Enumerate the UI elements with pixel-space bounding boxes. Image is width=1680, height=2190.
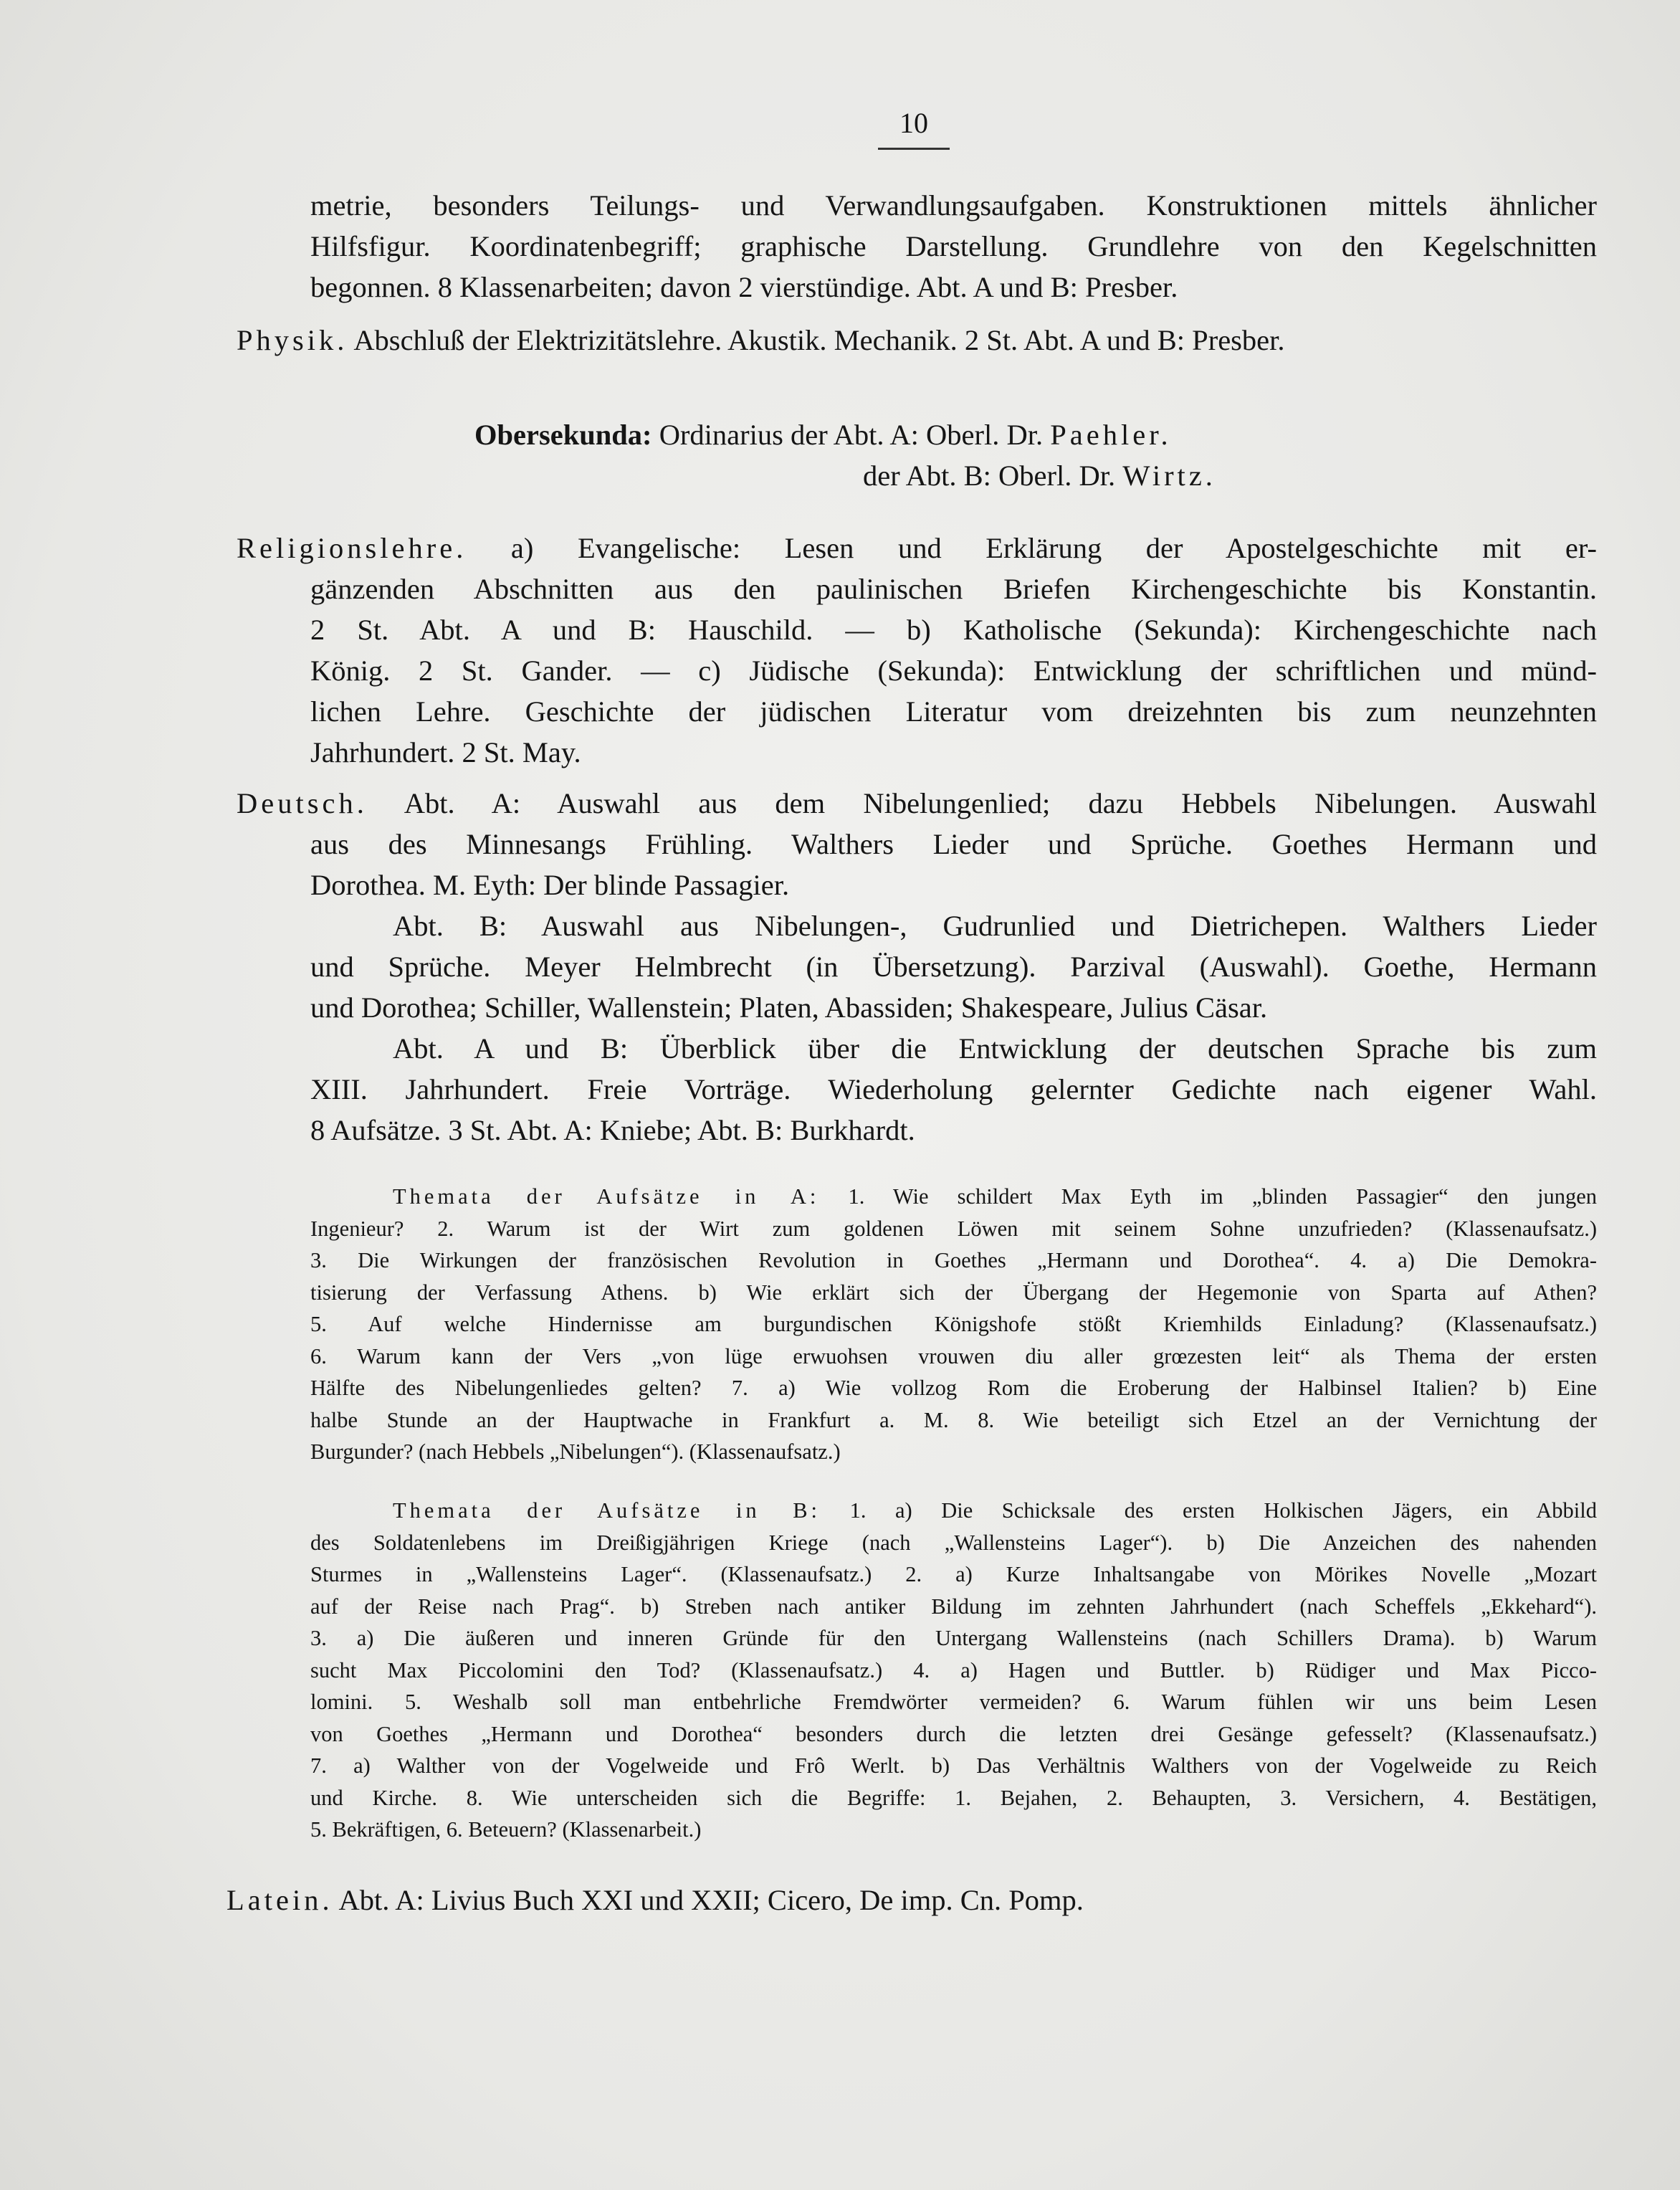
physik-text: Abschluß der Elektrizitätslehre. Akustik. Mechanik. 2 St. Abt. A und B: Presber. bbox=[353, 324, 1285, 356]
text-line: begonnen. 8 Klassenarbeiten; davon 2 vierstündige. Abt. A und B: Presber. bbox=[310, 271, 1178, 303]
text-line: halbe Stunde an der Hauptwache in Frankfurt a. M. 8. Wie beteiligt sich Etzel an der Vernichtung der bbox=[310, 1407, 1597, 1432]
text-line bbox=[237, 528, 1597, 568]
religion-line: a) Evangelische: Lesen und Erklärung der Apostelgeschichte mit er- bbox=[510, 532, 1598, 564]
text-line bbox=[237, 783, 1597, 824]
text-line: auf der Reise nach Prag“. b) Streben nach antiker Bildung im zehnten Jahrhundert (nach Scheffels „Ekkehard“). bbox=[310, 1594, 1597, 1619]
text-line: 2 St. Abt. A und B: Hauschild. — b) Katholische (Sekunda): Kirchengeschichte nach bbox=[310, 614, 1597, 646]
themata-label: Themata der Aufsätze in A: bbox=[393, 1184, 820, 1209]
text-line: 3. Die Wirkungen der französischen Revolution in Goethes „Hermann und Dorothea“. 4. a) Die Demokra- bbox=[310, 1248, 1597, 1272]
obersekunda-heading bbox=[474, 414, 1406, 496]
text-line bbox=[237, 320, 1591, 361]
text-line: 5. Auf welche Hindernisse am burgundischen Königshofe stößt Kriemhilds Einladung? (Klassenaufsatz.) bbox=[310, 1312, 1597, 1336]
text-line: Sturmes in „Wallensteins Lager“. (Klassenaufsatz.) 2. a) Kurze Inhaltsangabe von Mörikes Novelle „Mozart bbox=[310, 1562, 1597, 1586]
page-number-rule bbox=[878, 148, 950, 150]
text-line: und Kirche. 8. Wie unterscheiden sich die Begriffe: 1. Bejahen, 2. Behaupten, 3. Versichern, 4. Bestätigen, bbox=[310, 1785, 1597, 1810]
deutsch-paragraph bbox=[237, 783, 1597, 1151]
mathematik-continuation bbox=[310, 185, 1597, 308]
heading-line bbox=[474, 455, 1406, 496]
text-line: lichen Lehre. Geschichte der jüdischen Literatur vom dreizehnten bis zum neunzehnten bbox=[310, 695, 1597, 728]
themata-label: Themata der Aufsätze in B: bbox=[393, 1498, 821, 1523]
text-line: Dorothea. M. Eyth: Der blinde Passagier. bbox=[310, 869, 790, 901]
themata-b bbox=[310, 1495, 1597, 1846]
religion-paragraph bbox=[237, 528, 1597, 773]
page-number: 10 bbox=[899, 107, 928, 139]
subject-label: Religionslehre. bbox=[237, 532, 467, 564]
text-line: 6. Warum kann der Vers „von lüge erwuohsen vrouwen diu aller grœzesten leit“ als Thema der ersten bbox=[310, 1343, 1597, 1368]
themata-a bbox=[310, 1181, 1597, 1468]
text-line: metrie, besonders Teilungs- und Verwandlungsaufgaben. Konstruktionen mittels ähnlicher bbox=[310, 189, 1597, 222]
themata-line: 1. Wie schildert Max Eyth im „blinden Passagier“ den jungen bbox=[848, 1184, 1597, 1209]
latein-paragraph bbox=[226, 1880, 1597, 1920]
text-line: Abt. B: Auswahl aus Nibelungen-, Gudrunlied und Dietrichepen. Walthers Lieder bbox=[393, 910, 1597, 942]
subject-label: Deutsch. bbox=[237, 787, 368, 819]
text-line: und Dorothea; Schiller, Wallenstein; Platen, Abassiden; Shakespeare, Julius Cäsar. bbox=[310, 991, 1268, 1024]
text-line: König. 2 St. Gander. — c) Jüdische (Sekunda): Entwicklung der schriftlichen und münd- bbox=[310, 654, 1597, 687]
text-line: 7. a) Walther von der Vogelweide und Frô Werlt. b) Das Verhältnis Walthers von der Vogelweide zu Reich bbox=[310, 1753, 1597, 1778]
text-line: 5. Bekräftigen, 6. Beteuern? (Klassenarbeit.) bbox=[310, 1817, 702, 1842]
ordinarius-b: der Abt. B: Oberl. Dr. bbox=[863, 460, 1116, 492]
text-line bbox=[393, 1181, 1597, 1213]
subject-label: Latein. bbox=[226, 1884, 333, 1916]
text-line: Burgunder? (nach Hebbels „Nibelungen“). (Klassenaufsatz.) bbox=[310, 1439, 841, 1464]
subject-label: Physik. bbox=[237, 324, 348, 356]
class-title: Obersekunda: bbox=[474, 419, 652, 451]
text-line bbox=[393, 1495, 1597, 1527]
text-line bbox=[226, 1880, 1597, 1920]
text-line: von Goethes „Hermann und Dorothea“ besonders durch die letzten drei Gesänge gefesselt? (Klassenaufsatz.) bbox=[310, 1721, 1597, 1746]
ordinarius-a: Ordinarius der Abt. A: Oberl. Dr. bbox=[659, 419, 1044, 451]
text-line: gänzenden Abschnitten aus den paulinischen Briefen Kirchengeschichte bis Konstantin. bbox=[310, 573, 1597, 605]
heading-line bbox=[474, 414, 1406, 455]
text-line: und Sprüche. Meyer Helmbrecht (in Übersetzung). Parzival (Auswahl). Goethe, Hermann bbox=[310, 951, 1597, 983]
text-line: Hilfsfigur. Koordinatenbegriff; graphische Darstellung. Grundlehre von den Kegelschnitten bbox=[310, 230, 1597, 262]
themata-line: 1. a) Die Schicksale des ersten Holkischen Jägers, ein Abbild bbox=[849, 1498, 1597, 1523]
latein-text: Abt. A: Livius Buch XXI und XXII; Cicero, De imp. Cn. Pomp. bbox=[338, 1884, 1084, 1916]
text-line: des Soldatenlebens im Dreißigjährigen Kriege (nach „Wallensteins Lager“). b) Die Anzeichen des nahenden bbox=[310, 1530, 1597, 1555]
text-line: Hälfte des Nibelungenliedes gelten? 7. a) Wie vollzog Rom die Eroberung der Halbinsel Italien? b) Eine bbox=[310, 1376, 1597, 1400]
text-line: lomini. 5. Weshalb soll man entbehrliche Fremdwörter vermeiden? 6. Warum fühlen wir uns beim Lesen bbox=[310, 1690, 1597, 1714]
text-line: Ingenieur? 2. Warum ist der Wirt zum goldenen Löwen mit seinem Sohne unzufrieden? (Klassenaufsatz.) bbox=[310, 1216, 1597, 1241]
text-line: Jahrhundert. 2 St. May. bbox=[310, 736, 581, 768]
text-line: XIII. Jahrhundert. Freie Vorträge. Wiederholung gelernter Gedichte nach eigener Wahl. bbox=[310, 1073, 1597, 1105]
physik-paragraph bbox=[237, 320, 1597, 361]
deutsch-line: Abt. A: Auswahl aus dem Nibelungenlied; dazu Hebbels Nibelungen. Auswahl bbox=[404, 787, 1597, 819]
teacher-name: Paehler. bbox=[1050, 419, 1172, 451]
text-line: 8 Aufsätze. 3 St. Abt. A: Kniebe; Abt. B: Burkhardt. bbox=[310, 1114, 915, 1146]
teacher-name: Wirtz. bbox=[1122, 460, 1216, 492]
text-line: 3. a) Die äußeren und inneren Gründe für den Untergang Wallensteins (nach Schillers Drama). b) Warum bbox=[310, 1626, 1597, 1650]
text-line: sucht Max Piccolomini den Tod? (Klassenaufsatz.) 4. a) Hagen und Buttler. b) Rüdiger und Max Picco- bbox=[310, 1657, 1597, 1682]
text-line: tisierung der Verfassung Athens. b) Wie erklärt sich der Übergang der Hegemonie von Sparta auf Athen? bbox=[310, 1280, 1597, 1305]
text-line: Abt. A und B: Überblick über die Entwicklung der deutschen Sprache bis zum bbox=[393, 1032, 1597, 1065]
text-line: aus des Minnesangs Frühling. Walthers Lieder und Sprüche. Goethes Hermann und bbox=[310, 828, 1597, 860]
